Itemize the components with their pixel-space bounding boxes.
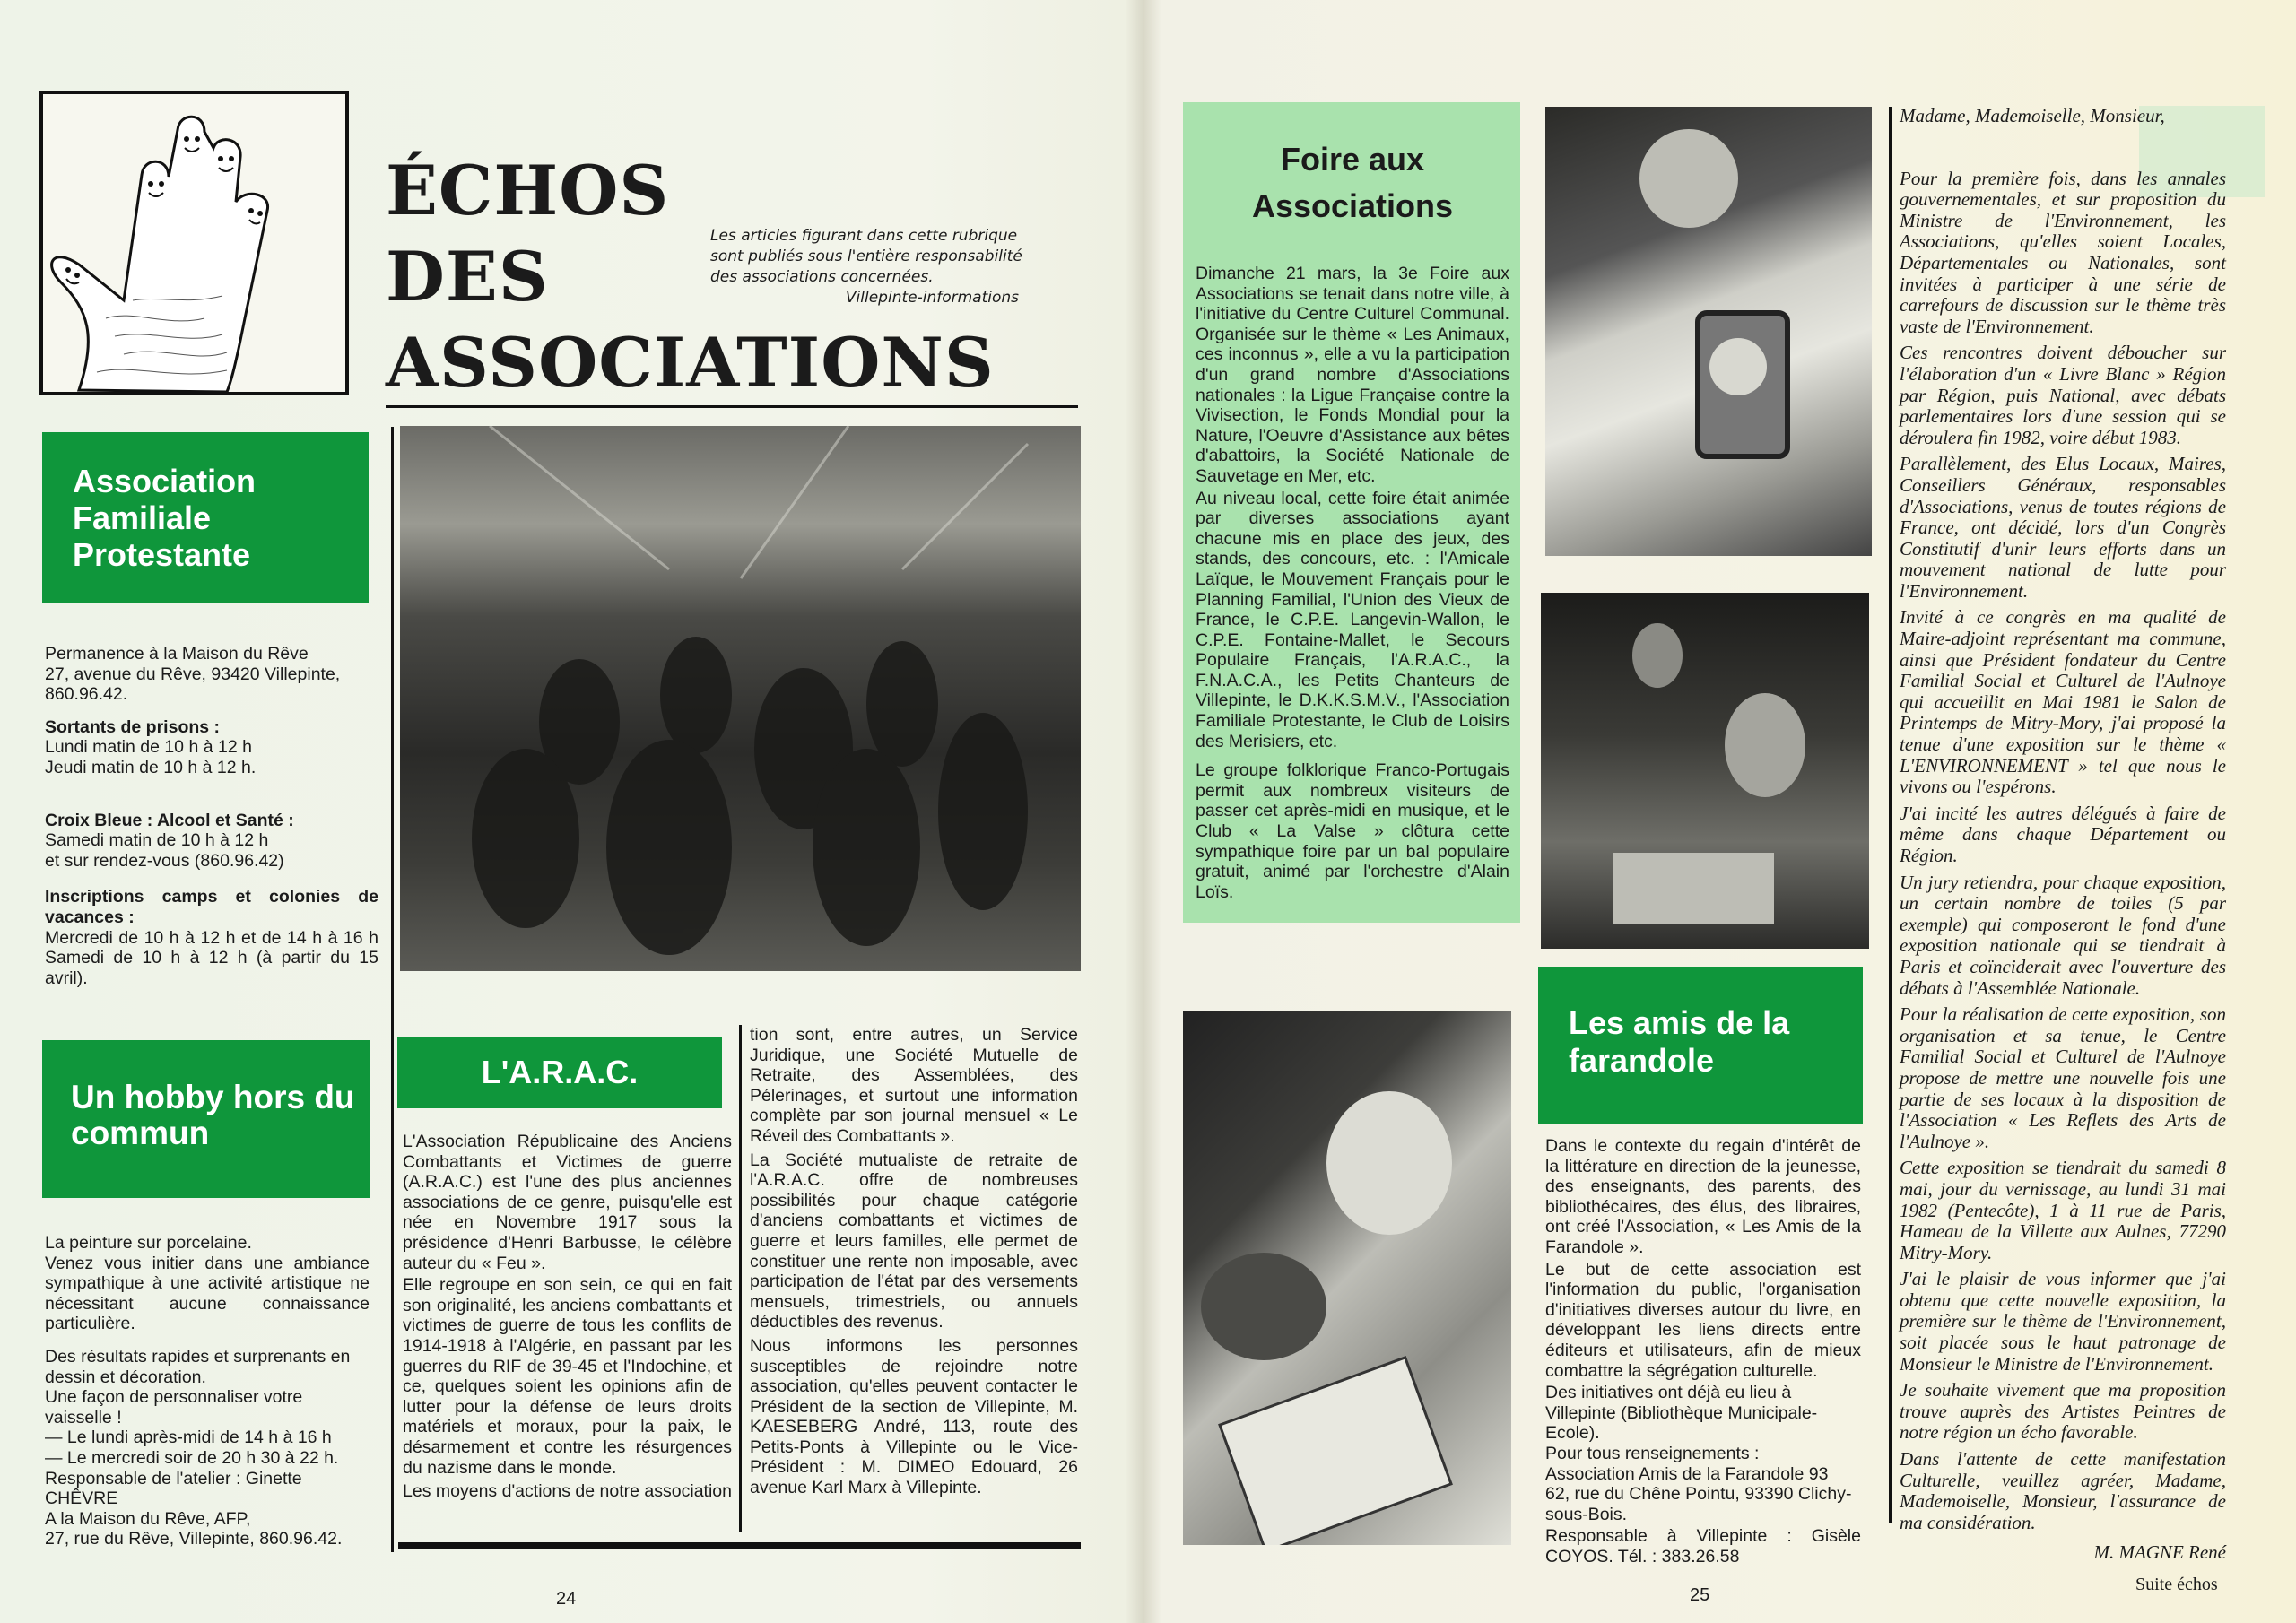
disclaimer-text: Les articles figurant dans cette rubrique sont publiés sous l'entière responsabilité des associations concernées. [710, 227, 1022, 286]
afp-section-heading: Inscriptions camps et colonies de vacances : [45, 887, 378, 927]
afp-text [45, 644, 378, 988]
farandole-heading-box [1538, 967, 1863, 1124]
afp-section-text: Mercredi de 10 h à 12 h et de 14 h à 16 h Samedi de 10 h à 12 h (à partir du 15 avril). [45, 927, 378, 988]
woman-mirror-photo [1545, 107, 1872, 556]
afp-title: Association Familiale Protestante [73, 463, 257, 573]
letter-paragraph: Pour la première fois, dans les annales gouvernementales, et sur proposition du Ministre de l'Environnement, les Associations, qu'elles soient Locales, Départementales ou Nationales, sont invitées à participer à une série de carrefours de discussion sur le thème très vaste de l'Environnement. [1900, 167, 2226, 337]
letter-paragraph: J'ai le plaisir de vous informer que j'ai obtenu que cette nouvelle exposition, la première sur le thème de l'Environnement, soit placée sous le haut patronage de Monsieur le Ministre de l'Environnement. [1900, 1268, 2226, 1375]
hand-icon [43, 94, 345, 392]
foire-paragraph: Le groupe folklorique Franco-Portugais permit aux nombreux visiteurs de passer cet après-midi en musique, et le Club « La Valse » clôtura cette sympathique foire par un bal populaire gratuit, animé par l'orchestre d'Alain Loïs. [1196, 760, 1509, 902]
arac-paragraph: Elle regroupe en son sein, ce qui en fait son originalité, les anciens combattants et victimes de guerre de tous les conflits de 1914-1918 à l'Algérie, en passant par les guerres du RIF de 39-45 et l'Indochine, et ce, quelques soient les opinions afin de lutter pour la défense de leurs droits matériels et moraux, pour la paix, le désarmement et contre les résurgences du nazisme dans le monde. [403, 1275, 732, 1478]
accordion-player-photo [1541, 593, 1869, 949]
farandole-paragraph: Dans le contexte du regain d'intérêt de la littérature en direction de la jeunesse, des enseignants, des parents, des bibliothécaires, des élus, des libraires, ont créé l'Association, « Les Amis de la Farandole ». [1545, 1136, 1861, 1257]
arac-paragraph: Les moyens d'actions de notre association [403, 1481, 732, 1502]
arac-title: L'A.R.A.C. [481, 1054, 639, 1090]
letter-paragraph: Je souhaite vivement que ma proposition trouve auprès des Artistes Peintres de notre région un écho favorable. [1900, 1379, 2226, 1444]
arac-heading-box [397, 1037, 722, 1108]
column-rule [1889, 107, 1892, 1523]
afp-section-heading: Sortants de prisons : [45, 716, 221, 737]
foire-paragraph: Au niveau local, cette foire était animée par diverses associations ayant chacune mis en place des jeux, des stands, des concours, etc. : l'Amicale Laïque, le Mouvement Français pour le Planning Familial, l'Union des Vieux de France, le C.P.E. Langevin-Wallon, le C.P.E. Fontaine-Mallet, le Secours Populaire Français, l'A.R.A.C., la F.N.A.C.A., les Petits Chanteurs de Villepinte, le D.K.K.S.M.V., l'Association Familiale Protestante, le Club de Loisirs des Merisiers, etc. [1196, 488, 1509, 751]
arac-paragraph: La Société mutualiste de retraite de l'A.R.A.C. offre de nombreuses possibilités pour chaque catégorie d'anciens combattants et victimes de guerre et leurs familles, elle permet de constituer une rente non imposable, avec participation de l'état par des versements mensuels, trimestriels, ou annuels déductibles des revenus. [750, 1150, 1078, 1332]
disclaimer-source: Villepinte-informations [845, 289, 1019, 307]
letter-paragraph: Dans l'attente de cette manifestation Culturelle, veuillez agréer, Madame, Mademoiselle, Monsieur, l'assurance de ma considération. [1900, 1448, 2226, 1533]
letter-paragraph: Un jury retiendra, pour chaque exposition, un certain nombre de toiles (5 par exemple) qui composeront le fond d'une exposition nationale qui se tiendrait à Paris et coïnciderait avec l'ouverture des débats à l'Assemblée Nationale. [1900, 871, 2226, 999]
letter-paragraph: Parallèlement, des Elus Locaux, Maires, Conseillers Généraux, responsables d'Associations, venus de toutes régions de France, ont décidé, lors d'un Congrès Constitutif d'unir leurs efforts dans un mouvement national de lutte pour l'Environnement. [1900, 453, 2226, 602]
column-rule [739, 1025, 742, 1532]
hobby-heading-box [42, 1040, 370, 1198]
disclaimer [710, 226, 1024, 308]
column-rule [391, 427, 394, 1552]
afp-address: Permanence à la Maison du Rêve 27, avenue du Rêve, 93420 Villepinte, 860.96.42. [45, 644, 341, 705]
continued-note: Suite échos [2135, 1575, 2218, 1594]
title-line-3: ASSOCIATIONS [386, 323, 995, 403]
hobby-text [45, 1233, 370, 1549]
farandole-title: Les amis de la farandole [1569, 1004, 1790, 1079]
dance-hall-photo [400, 426, 1081, 971]
arac-paragraph-continued: tion sont, entre autres, un Service Juridique, une Société Mutuelle de Retraite, des Assemblées, des Pélerinages, et surtout une information complète par son journal mensuel « Le Réveil des Combattants ». [750, 1025, 1078, 1146]
letter-salutation: Madame, Mademoiselle, Monsieur, [1900, 105, 2165, 126]
farandole-text [1545, 1136, 1861, 1567]
afp-section-text: Lundi matin de 10 h à 12 h Jeudi matin de 10 h à 12 h. [45, 737, 257, 777]
letter-paragraph: Invité à ce congrès en ma qualité de Maire-adjoint représentant ma commune, ainsi que Président fondateur du Centre Familial Social et Culturel de l'Aulnoye qui accueillit en Mai 1981 le Salon de Printemps de Mitry-Mory, j'ai proposé la tenue d'une exposition sur le thème « L'ENVIRONNEMENT » tel que nous le vivons ou l'espérons. [1900, 606, 2226, 798]
afp-heading-box [42, 432, 369, 603]
arac-paragraph: L'Association Républicaine des Anciens Combattants et Victimes de guerre (A.R.A.C.) est l'une des plus anciennes associations de ce genre, puisqu'elle est née en Novembre 1917 sous la présidence d'Henri Barbusse, le célèbre auteur du « Feu ». [403, 1132, 732, 1273]
letter-column [1900, 106, 2226, 1569]
letter-paragraph: J'ai incité les autres délégués à faire de même dans chaque Département ou Région. [1900, 802, 2226, 866]
hobby-title: Un hobby hors du commun [71, 1079, 355, 1151]
hobby-paragraph: La peinture sur porcelaine. Venez vous initier dans une ambiance sympathique à une activité artistique ne nécessitant aucune connaissance particulière. [45, 1233, 370, 1334]
title-line-1: ÉCHOS [386, 151, 670, 230]
bottom-rule [398, 1542, 1081, 1549]
afp-section-text: Samedi matin de 10 h à 12 h et sur rendez-vous (860.96.42) [45, 830, 284, 871]
title-line-2: DES [386, 237, 549, 317]
hand-illustration [39, 91, 349, 395]
arac-paragraph: Nous informons les personnes susceptibles de rejoindre notre association, qu'elles peuvent contacter le Président de la section de Villepinte, M. KAESEBERG André, 113, route des Petits-Ponts à Villepinte ou le Vice-Président : M. DIMEO Edouard, 26 avenue Karl Marx à Villepinte. [750, 1335, 1078, 1498]
letter-paragraph: Cette exposition se tiendrait du samedi 8 mai, jour du vernissage, au lundi 31 mai 1982 (Pentecôte), 1 à 11 rue de Paris, Hameau de la Villette aux Aulnes, 77290 Mitry-Mory. [1900, 1157, 2226, 1263]
woman-with-dog-photo [1183, 1011, 1511, 1545]
page-number-left: 24 [556, 1589, 577, 1609]
afp-section-heading: Croix Bleue : Alcool et Santé : [45, 810, 294, 830]
letter-paragraph: Pour la réalisation de cette exposition, son organisation et sa tenue, le Centre Familial Social et Culturel de l'Aulnoye propose de mettre une nouvelle fois une partie de ses locaux à la disposition de l'Association « Les Reflets des Arts de l'Aulnoye ». [1900, 1003, 2226, 1152]
hobby-paragraph: Des résultats rapides et surprenants en dessin et décoration. Une façon de personnaliser votre vaisselle ! — Le lundi après-midi de 14 h à 16 h — Le mercredi soir de 20 h 30 à 22 h. Responsable de l'atelier : Ginette CHÊVRE A la Maison du Rêve, AFP, 27, rue du Rêve, Villepinte, 860.96.42. [45, 1346, 351, 1549]
foire-box [1183, 102, 1520, 923]
farandole-paragraph: Des initiatives ont déjà eu lieu à Villepinte (Bibliothèque Municipale-Ecole). Pour tous renseignements : Association Amis de la Farandole 93 62, rue du Chêne Pointu, 93390 Clichy-sous-Bois. [1545, 1383, 1852, 1524]
farandole-paragraph: Le but de cette association est l'information du public, l'organisation d'initiatives diverses autour du livre, en développant les liens directs entre éditeurs et utilisateurs, afin de mieux combattre la ségrégation culturelle. [1545, 1259, 1861, 1381]
farandole-paragraph: Responsable à Villepinte : Gisèle COYOS. Tél. : 383.26.58 [1545, 1526, 1861, 1567]
arac-column-2 [750, 1025, 1078, 1498]
foire-paragraph: Dimanche 21 mars, la 3e Foire aux Associations se tenait dans notre ville, à l'initiative du Centre Culturel Communal. Organisée sur le thème « Les Animaux, ces inconnus », elle a vu la participation d'un grand nombre d'Associations nationales : la Ligue Française contre la Vivisection, le Fonds Mondial pour la Nature, l'Oeuvre d'Assistance aux bêtes d'abattoirs, la Société Nationale de Sauvetage en Mer, etc. [1196, 264, 1509, 486]
arac-column-1 [403, 1132, 732, 1501]
foire-title: Foire aux Associations [1251, 141, 1454, 224]
page-number-right: 25 [1690, 1585, 1710, 1605]
letter-paragraph: Ces rencontres doivent déboucher sur l'élaboration d'un « Livre Blanc » Région par Région, puis National, avec débats parlementaires lors d'une session qui se déroulera fin 1982, voire début 1983. [1900, 342, 2226, 448]
title-underline [386, 405, 1078, 408]
letter-signature: M. MAGNE René [2093, 1541, 2226, 1564]
